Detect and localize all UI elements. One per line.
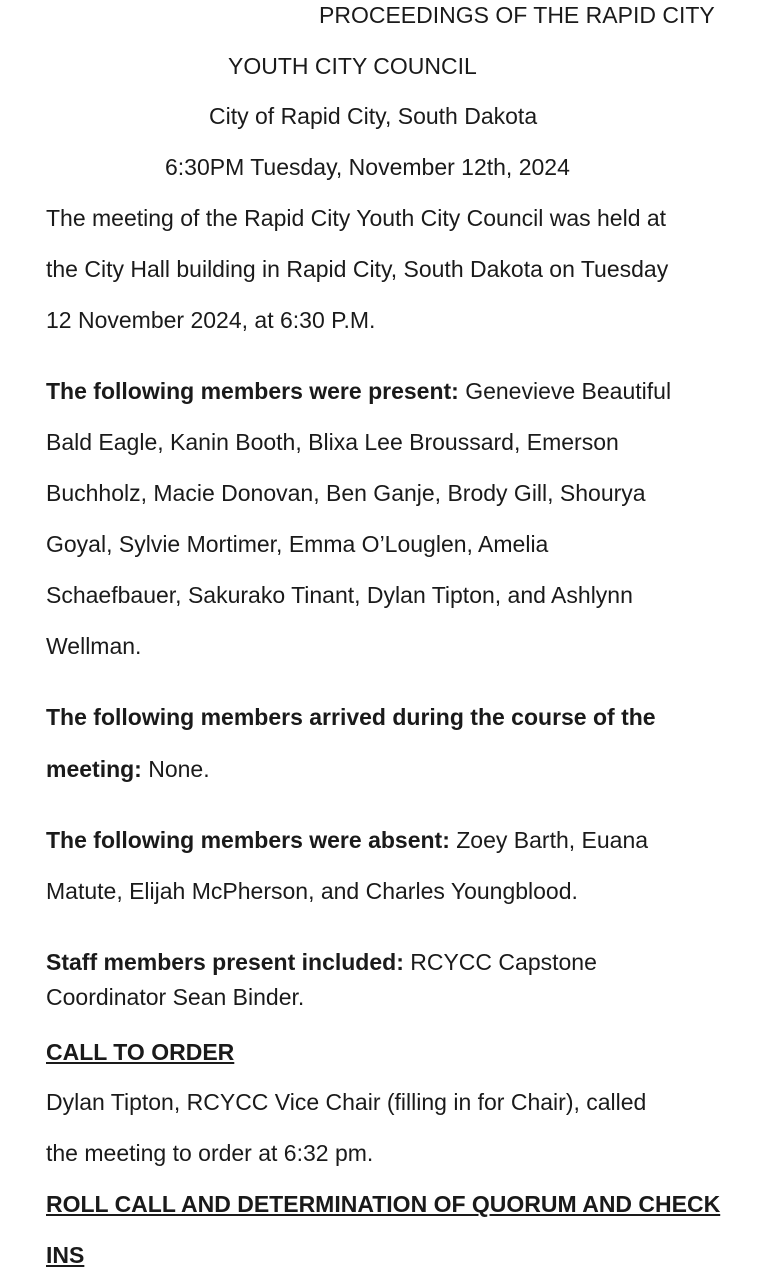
arrived-label: The following members arrived during the course of the <box>46 704 656 730</box>
staff-line <box>46 947 597 977</box>
absent-line: Matute, Elijah McPherson, and Charles Youngblood. <box>46 878 578 904</box>
roll-call-heading-cont: INS <box>46 1242 85 1268</box>
intro-line: the City Hall building in Rapid City, South Dakota on Tuesday <box>46 256 669 282</box>
arrived-value: None. <box>141 756 210 782</box>
absent-names: Zoey Barth, Euana <box>449 827 649 853</box>
header-title-line1: PROCEEDINGS OF THE RAPID CITY <box>319 2 715 28</box>
present-label: The following members were present: <box>46 378 459 404</box>
staff-label: Staff members present included: <box>46 949 404 975</box>
intro-line: 12 November 2024, at 6:30 P.M. <box>46 307 376 333</box>
present-line: Buchholz, Macie Donovan, Ben Ganje, Brody Gill, Shourya <box>46 480 646 506</box>
present-line: Wellman. <box>46 633 142 659</box>
call-to-order-line: Dylan Tipton, RCYCC Vice Chair (filling in for Chair), called <box>46 1089 647 1115</box>
staff-line: Coordinator Sean Binder. <box>46 984 305 1010</box>
roll-call-heading: ROLL CALL AND DETERMINATION OF QUORUM AND CHECK <box>46 1191 721 1217</box>
present-line: Goyal, Sylvie Mortimer, Emma O’Louglen, Amelia <box>46 531 549 557</box>
absent-line <box>46 825 648 855</box>
present-line <box>46 376 671 406</box>
arrived-label-cont: meeting: <box>46 756 142 782</box>
call-to-order-line: the meeting to order at 6:32 pm. <box>46 1140 374 1166</box>
header-title-line2: YOUTH CITY COUNCIL <box>228 53 477 79</box>
present-names: Genevieve Beautiful <box>458 378 672 404</box>
present-line: Bald Eagle, Kanin Booth, Blixa Lee Broussard, Emerson <box>46 429 619 455</box>
arrived-line <box>46 754 210 784</box>
absent-label: The following members were absent: <box>46 827 450 853</box>
present-line: Schaefbauer, Sakurako Tinant, Dylan Tipton, and Ashlynn <box>46 582 633 608</box>
call-to-order-heading: CALL TO ORDER <box>46 1039 235 1065</box>
header-city: City of Rapid City, South Dakota <box>209 103 538 129</box>
staff-names: RCYCC Capstone <box>403 949 597 975</box>
arrived-label-line <box>46 702 656 732</box>
header-datetime: 6:30PM Tuesday, November 12th, 2024 <box>165 154 570 180</box>
intro-line: The meeting of the Rapid City Youth City Council was held at <box>46 205 667 231</box>
